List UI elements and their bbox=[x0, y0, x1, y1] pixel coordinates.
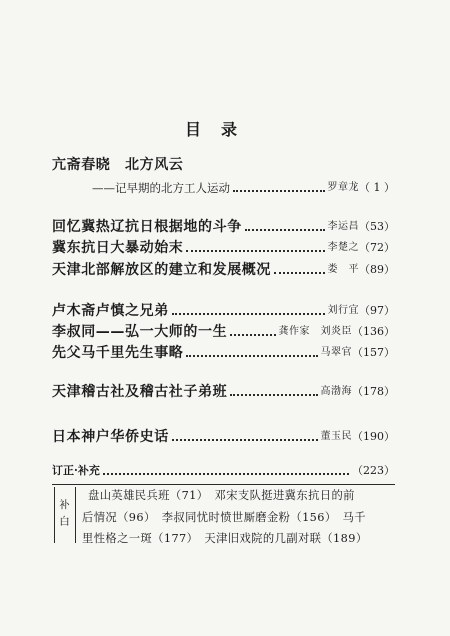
entry-page: （136） bbox=[352, 325, 395, 338]
dot-leader bbox=[172, 313, 325, 315]
toc-entry bbox=[52, 238, 395, 258]
entry-author: 刘行宜 bbox=[327, 305, 359, 316]
entry-page: （157） bbox=[352, 346, 395, 359]
toc-entry bbox=[52, 343, 395, 363]
toc-entry bbox=[52, 217, 395, 237]
entry-title: 亢斋春晓 北方风云 bbox=[52, 157, 184, 173]
entry-page: （97） bbox=[359, 304, 395, 317]
entry-author: 娄 平 bbox=[327, 264, 359, 275]
toc-entry-subtitle-row bbox=[92, 178, 395, 198]
entry-title: 天津北部解放区的建立和发展概况 bbox=[52, 262, 271, 278]
entry-page: （89） bbox=[359, 263, 395, 276]
toc-entry bbox=[52, 301, 395, 321]
entry-author: 李楚之 bbox=[327, 242, 359, 253]
filler-line: 后情况（96） 李叔同忧时愤世厮磨金粉（156） 马千 bbox=[82, 510, 366, 524]
entry-subtitle: ——记早期的北方工人运动 bbox=[92, 181, 230, 195]
corrections-page: （223） bbox=[352, 464, 395, 477]
entry-title: 冀东抗日大暴动始末 bbox=[52, 240, 184, 256]
entry-page: （72） bbox=[359, 241, 395, 254]
entry-title: 回忆冀热辽抗日根据地的斗争 bbox=[52, 219, 242, 235]
dot-leader bbox=[172, 439, 318, 441]
entry-title: 天津稽古社及稽古社子弟班 bbox=[52, 384, 228, 400]
entry-page: （53） bbox=[359, 220, 395, 233]
entry-author: 龚作家 刘炎臣 bbox=[278, 326, 352, 337]
dot-leader bbox=[186, 250, 324, 252]
dot-leader bbox=[186, 355, 317, 357]
entry-page: （178） bbox=[352, 385, 395, 398]
entry-title: 卢木斋卢慎之兄弟 bbox=[52, 303, 169, 319]
dot-leader bbox=[103, 473, 349, 475]
filler-label: 补白 bbox=[54, 487, 76, 543]
entry-page: （ 1 ） bbox=[359, 181, 395, 194]
entry-author: 罗章龙 bbox=[327, 182, 359, 193]
toc-entry bbox=[52, 382, 395, 402]
entry-page: （190） bbox=[352, 430, 395, 443]
toc-corrections bbox=[52, 461, 395, 481]
dot-leader bbox=[230, 394, 317, 396]
filler-lines bbox=[82, 485, 395, 547]
dot-leader bbox=[233, 190, 325, 192]
page-title: 目 录 bbox=[184, 120, 239, 139]
corrections-label: 订正·补充 bbox=[52, 464, 100, 477]
filler-line: 盘山英雄民兵班（71） 邓宋支队挺进冀东抗日的前 bbox=[88, 489, 355, 502]
toc-entry bbox=[52, 427, 395, 447]
toc-entry bbox=[52, 322, 395, 342]
filler-box bbox=[52, 484, 395, 547]
dot-leader bbox=[230, 334, 275, 336]
entry-author: 董玉民 bbox=[320, 431, 352, 442]
toc-entry bbox=[52, 260, 395, 280]
entry-author: 李运昌 bbox=[327, 221, 359, 232]
dot-leader bbox=[274, 272, 325, 274]
entry-title: 李叔同——弘一大师的一生 bbox=[52, 324, 228, 340]
entry-author: 马翠官 bbox=[320, 347, 352, 358]
entry-title: 先父马千里先生事略 bbox=[52, 345, 184, 361]
toc-entry bbox=[52, 155, 395, 175]
entry-author: 高渤海 bbox=[320, 386, 352, 397]
filler-line: 里性格之一斑（177） 天津旧戏院的几副对联（189） bbox=[82, 532, 368, 545]
dot-leader bbox=[245, 229, 325, 231]
entry-title: 日本神户华侨史话 bbox=[52, 429, 169, 445]
